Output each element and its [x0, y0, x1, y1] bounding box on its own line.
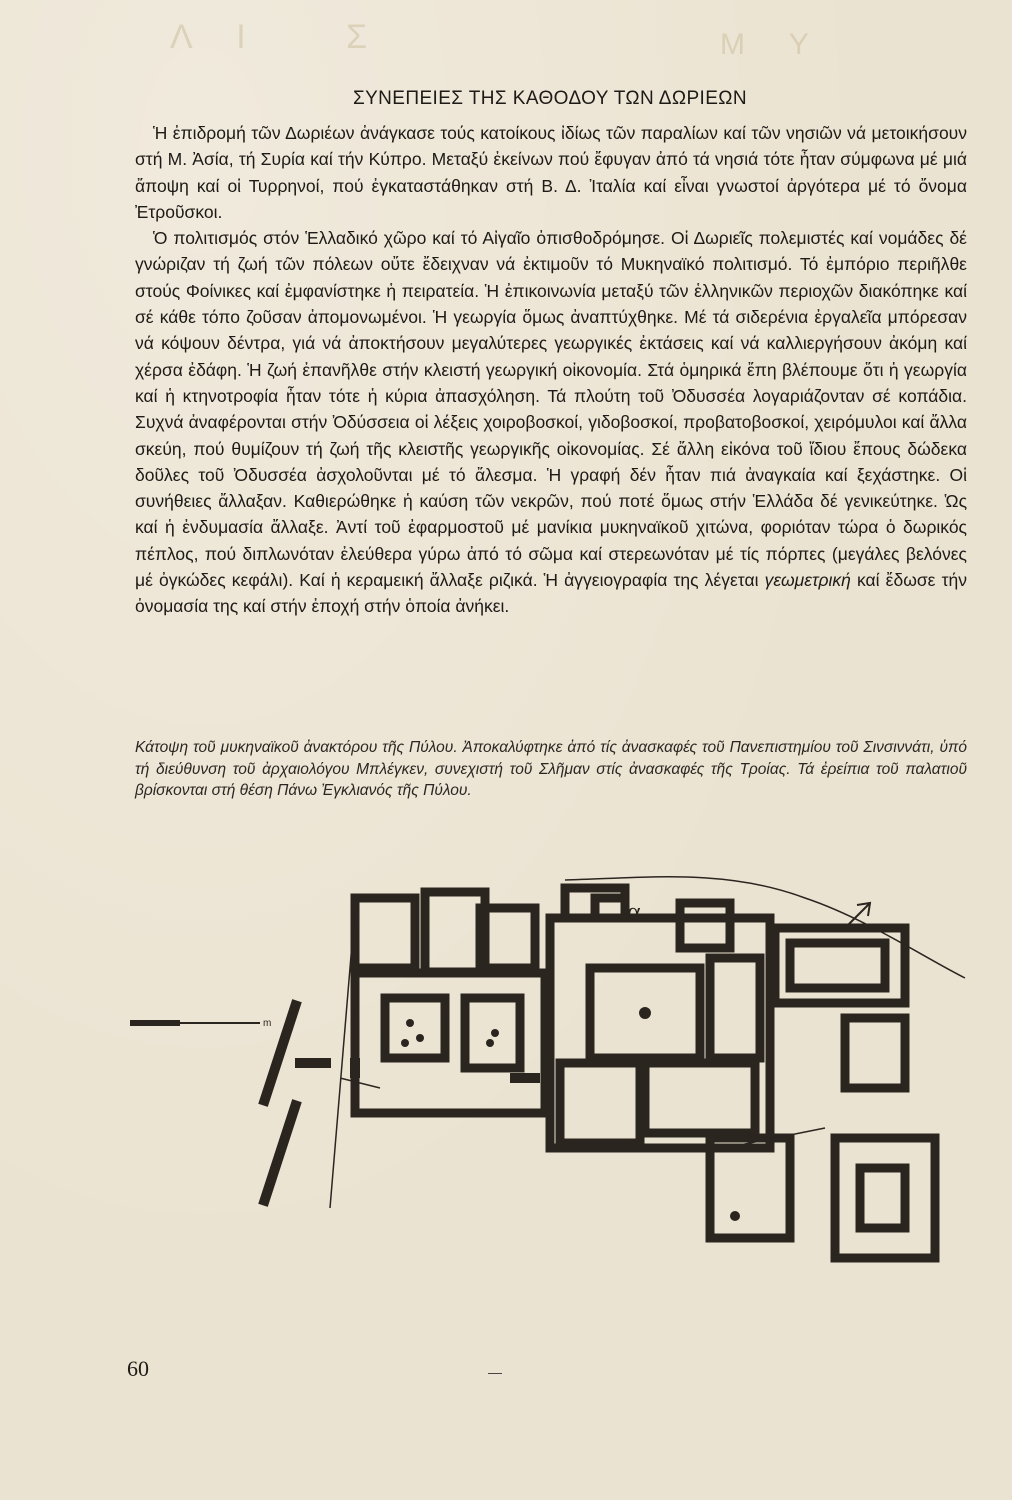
- room-letter: α: [627, 897, 641, 926]
- body-text: [135, 120, 967, 620]
- plan-room: [560, 1063, 640, 1143]
- plan-room: [845, 1018, 905, 1088]
- scale-unit: m: [263, 1018, 272, 1029]
- plan-room: [790, 943, 885, 988]
- plan-column: [639, 1007, 651, 1019]
- plan-column: [486, 1039, 494, 1047]
- plan-wall: [258, 1099, 302, 1207]
- scale-bar: [130, 1018, 271, 1029]
- plan-wall: [350, 1058, 360, 1078]
- plan-column: [401, 1039, 409, 1047]
- italic-term: γεωμετρική: [764, 570, 851, 591]
- paragraph-2-end: καί ἔδωσε τήν ὀνομασία της καί στήν ἐποχή στήν ὁποία ἀνήκει.: [135, 570, 967, 617]
- palace-floor-plan: [125, 848, 975, 1268]
- plan-room: [385, 998, 445, 1058]
- plan-room: [835, 1138, 935, 1258]
- plan-room: [645, 1063, 755, 1133]
- figure-caption: Κάτοψη τοῦ μυκηναϊκοῦ ἀνακτόρου τῆς Πύλου. Ἀποκαλύφτηκε ἀπό τίς ἀνασκαφές τοῦ Πανεπιστημίου τοῦ Σινσιννάτι, ὑπό τή διεύθυνση τοῦ ἀρχαιολόγου Μπλέγκεν, συνεχιστή τοῦ Σλῆμαν στίς ἀνασκαφές τῆς Τροίας. Τά ἐρείπια τοῦ παλατιοῦ βρίσκονται στή θέση Πάνω Ἐγκλιανός τῆς Πύλου.: [135, 739, 967, 799]
- bleed-through: Λ Ι Σ: [170, 18, 386, 56]
- plan-column: [416, 1034, 424, 1042]
- page-title: ΣΥΝΕΠΕΙΕΣ ΤΗΣ ΚΑΘΟΔΟΥ ΤΩΝ ΔΩΡΙΕΩΝ: [352, 88, 748, 109]
- plan-wall: [510, 1073, 540, 1083]
- paragraph-1: Ἡ ἐπιδρομή τῶν Δωριέων ἀνάγκασε τούς κατοίκους ἰδίως τῶν παραλίων καί τῶν νησιῶν νά μετοικήσουν στή Μ. Ἀσία, τή Συρία καί τήν Κύπρο. Μεταξύ ἐκείνων πού ἔφυγαν ἀπό τά νησιά τότε ἦταν σύμφωνα μέ μιά ἄποψη καί οἱ Τυρρηνοί, πού ἐγκαταστάθηκαν στή Β. Δ. Ἰταλία καί εἶναι γνωστοί ἀργότερα μέ τό ὄνομα Ἐτροῦσκοι.: [135, 123, 967, 222]
- plan-column: [491, 1029, 499, 1037]
- footer-mark: [488, 1373, 502, 1374]
- plan-room: [355, 898, 415, 968]
- plan-column: [730, 1211, 740, 1221]
- plan-column: [406, 1019, 414, 1027]
- plan-wall: [258, 999, 302, 1107]
- plan-room: [595, 898, 625, 918]
- paragraph-2: [135, 225, 967, 619]
- plan-room: [680, 903, 730, 948]
- plan-room: [550, 918, 770, 1148]
- plan-room: [710, 958, 760, 1058]
- page-number: 60: [127, 1356, 149, 1381]
- bleed-through: Μ Υ: [720, 28, 827, 61]
- plan-room: [860, 1168, 905, 1228]
- plan-wall: [295, 1058, 331, 1068]
- plan-room: [710, 1138, 790, 1238]
- paragraph-2-text: Ὁ πολιτισμός στόν Ἑλλαδικό χῶρο καί τό Αἰγαῖο ὀπισθοδρόμησε. Οἱ Δωριεῖς πολεμιστές καί νομάδες δέ γνώριζαν τή ζωή τῶν πόλεων οὔτε ἔδειχναν νά ἐκτιμοῦν τό Μυκηναϊκό πολιτισμό. Τό ἐμπόριο περιῆλθε στούς Φοίνικες καί ἐμφανίστηκε ἡ πειρατεία. Ἡ ἐπικοινωνία μεταξύ τῶν ἑλληνικῶν περιοχῶν διακόπηκε καί σέ κάθε τόπο ζοῦσαν ἀπομονωμένοι. Ἡ γεωργία ὅμως ἀναπτύχθηκε. Μέ τά σιδερένια ἐργαλεῖα μπόρεσαν νά κόψουν δέντρα, γιά νά ἀποκτήσουν μεγαλύτερες γεωργικές ἐκτάσεις καί νά καλλιεργήσουν ἀκόμη καί χέρσα ἐδάφη. Ἡ ζωή ἐπανῆλθε στήν κλειστή γεωργική οἰκονομία. Στά ὁμηρικά ἔπη βλέπουμε ὅτι ἡ γεωργία καί ἡ κτηνοτροφία ἦταν τότε ἡ κύρια ἀπασχόληση. Τά πλούτη τοῦ Ὀδυσσέα λογαριάζονταν σέ κοπάδια. Συχνά ἀναφέρονται στήν Ὀδύσσεια οἱ λέξεις χοιροβοσκοί, γιδοβοσκοί, προβατοβοσκοί, χειρόμυλοι καί ἄλλα σκεύη, πού θυμίζουν τή ζωή τῆς κλειστῆς γεωργικῆς οἰκονομίας. Σέ ἄλλη εἰκόνα τοῦ ἴδιου ἔπους δώδεκα δοῦλες τοῦ Ὀδυσσέα ἀσχολοῦνται μέ τό ἄλεσμα. Ἡ γραφή δέν ἦταν πιά ἀναγκαία καί ξεχάστηκε. Οἱ συνήθειες ἄλλαξαν. Καθιερώθηκε ἡ καύση τῶν νεκρῶν, πού ποτέ ὅμως στήν Ἑλλάδα δέ γενικεύτηκε. Ὡς καί ἡ ἐνδυμασία ἄλλαξε. Ἀντί τοῦ ἐφαρμοστοῦ μέ μανίκια μυκηναϊκοῦ χιτώνα, φοριόταν τώρα ὁ δωρικός πέπλος, πού διπλωνόταν ἐλεύθερα γύρω ἀπό τό σῶμα καί στερεωνόταν μέ τίς πόρπες (μεγάλες βελόνες μέ ὀγκώδες κεφάλι). Καί ἡ κεραμεική ἄλλαξε ριζικά. Ἡ ἀγγειογραφία της λέγεται: [135, 228, 967, 591]
